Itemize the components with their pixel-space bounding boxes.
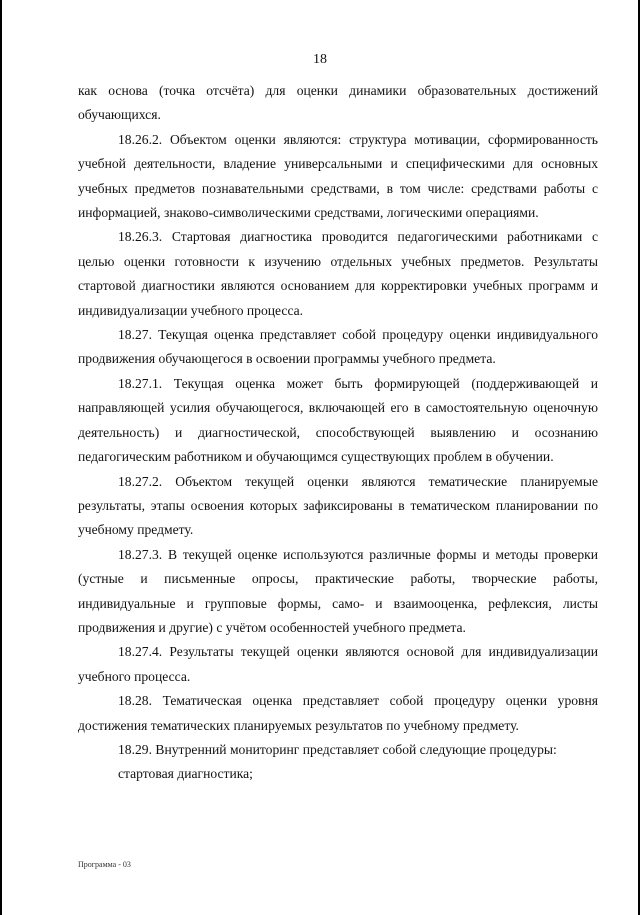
page-number: 18 xyxy=(313,52,327,67)
paragraph-18-27-4: 18.27.4. Результаты текущей оценки являются основой для индивидуализации учебного процесса. xyxy=(78,644,598,684)
paragraph-18-28: 18.28. Тематическая оценка представляет собой процедуру оценки уровня достижения тематических планируемых результатов по учебному предмету. xyxy=(78,693,598,733)
paragraph-18-27-3: 18.27.3. В текущей оценке используются различные формы и методы проверки (устные и письменные опросы, практические работы, творческие работы, индивидуальные и групповые формы, само- и взаимооценка, рефлексия, листы продвижения и другие) с учётом особенностей учебного предмета. xyxy=(78,546,598,635)
paragraph-18-27-1: 18.27.1. Текущая оценка может быть формирующей (поддерживающей и направляющей усилия обучающегося, включающей его в самостоятельную оценочную деятельность) и диагностической, способствующей выявлению и осознанию педагогическим работником и обучающимся существующих проблем в обучении. xyxy=(78,375,598,465)
list-item-start-diagnostics: стартовая диагностика; xyxy=(118,766,253,782)
paragraph-continuation: как основа (точка отсчёта) для оценки динамики образовательных достижений обучающихся. xyxy=(78,83,598,123)
paragraph-18-29: 18.29. Внутренний мониторинг представляет собой следующие процедуры: xyxy=(118,741,557,757)
paragraph-18-27: 18.27. Текущая оценка представляет собой процедуру оценки индивидуального продвижения обучающегося в освоении программы учебного предмета. xyxy=(78,327,598,367)
document-body xyxy=(78,79,598,787)
scan-border-left xyxy=(0,0,2,915)
paragraph-18-27-2: 18.27.2. Объектом текущей оценки являются тематические планируемые результаты, этапы освоения которых зафиксированы в тематическом планировании по учебному предмету. xyxy=(78,473,598,538)
paragraph-18-26-3: 18.26.3. Стартовая диагностика проводится педагогическими работниками с целью оценки готовности к изучению отдельных учебных предметов. Результаты стартовой диагностики являются основанием для корректировки учебных программ и индивидуализации учебного процесса. xyxy=(78,229,598,318)
footer-label: Программа - 03 xyxy=(78,860,131,869)
paragraph-18-26-2: 18.26.2. Объектом оценки являются: структура мотивации, сформированность учебной деятельности, владение универсальными и специфическими для основных учебных предметов познавательными средствами, в том числе: средствами работы с информацией, знаково-символическими средствами, логическими операциями. xyxy=(78,131,598,221)
